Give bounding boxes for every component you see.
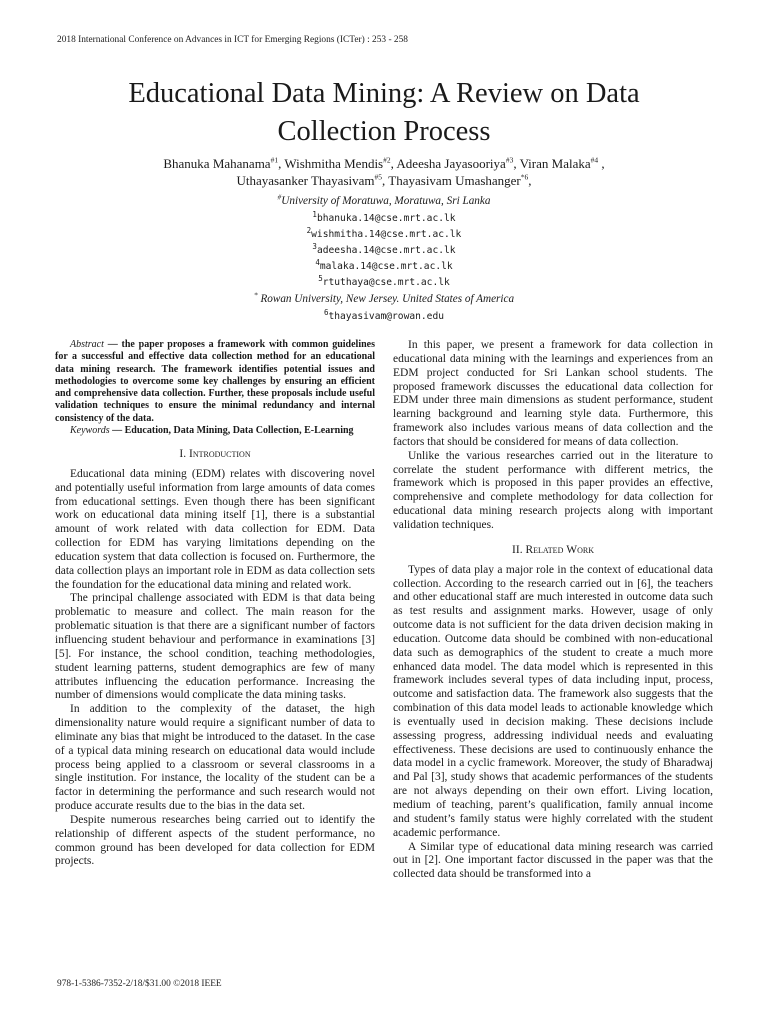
author: Thayasivam Umashanger$^{*6}$,	[388, 172, 532, 188]
title-line-1: Educational Data Mining: A Review on Data	[128, 78, 640, 109]
email-6: $^6$thayasivam@rowan.edu	[323, 307, 445, 322]
intro-paragraph: Educational data mining (EDM) relates with discovering novel and potentially useful information from large amounts of data comes from educational settings. Even though there has been significant work on educational data mining itself [1], there is a substantial amount of work related with data collection for EDM. Data collection for EDM has varying limitations depending on the education system that data collection is focused on. Furthermore, the data collection plays an important role in EDM as data collection sets the foundation for the educational data mining and related work.	[55, 467, 375, 591]
section-heading-related-work: II. Related Work	[512, 543, 594, 556]
author: Wishmitha Mendis$^{\#2}$,	[284, 155, 397, 171]
conference-header: 2018 International Conference on Advances in ICT for Emerging Regions (ICTer) : 253 - 258	[57, 35, 408, 45]
left-column	[55, 339, 375, 869]
intro-paragraph: In addition to the complexity of the dataset, the high dimensionality nature would require a significant number of data to eliminate any bias that might be introduced to the dataset. In the case of a typical data mining research on educational data would include process being applied to a classroom or several classrooms in a single institution. For instance, the locality of the student can be a factor in determining the performance and such research would not produce accurate results due to the bias in the data set.	[55, 703, 375, 813]
email-5: $^5$rtuthaya@cse.mrt.ac.lk	[318, 273, 450, 288]
intro-paragraph: Unlike the various researches carried out in the literature to correlate the student performance with different metrics, the framework which is proposed in this paper provides an effective, comprehensive and complete methodology for data collection for educational data mining research projects along with important validation techniques.	[393, 449, 713, 531]
section-heading-introduction: I. Introduction	[179, 448, 251, 460]
paper-title	[40, 75, 728, 151]
author: Bhanuka Mahanama$^{\#1}$,	[163, 155, 285, 171]
keywords: Keywords — Education, Data Mining, Data Collection, E-Learning	[70, 424, 354, 436]
author: Uthayasanker Thayasivam$^{\#5}$,	[236, 172, 389, 188]
email-2: $^2$wishmitha.14@cse.mrt.ac.lk	[306, 225, 462, 240]
right-column	[393, 339, 713, 882]
intro-paragraph: The principal challenge associated with EDM is that data being problematic to measure and collect. The main reason for the problematic situation is that there are a significant number of factors influencing student behaviour and performance in examinations [3] [5]. For instance, the school condition, teaching methodologies, student learning patterns, student demographics are few of many attributes influencing the education performance. Increasing the number of dimensions would complicate the data mining tasks.	[55, 592, 375, 702]
author-list	[40, 155, 728, 189]
email-1: $^1$bhanuka.14@cse.mrt.ac.lk	[312, 209, 456, 224]
author: Adeesha Jayasooriya$^{\#3}$,	[396, 155, 520, 171]
title-line-2: Collection Process	[277, 116, 491, 147]
related-paragraph: A Similar type of educational data mining research was carried out in [2]. One important factor discussed in the paper was that the collected data should be transformed into a	[393, 840, 713, 881]
affiliation-moratuwa: #University of Moratuwa, Moratuwa, Sri Lanka	[277, 192, 491, 207]
related-paragraph: Types of data play a major role in the context of educational data collection. According to the research carried out in [6], the teachers and other educational staff are much interested in outcome data such as test results and assignment marks. However, usage of only outcome data is not sufficient for the data driven decision making in education. Outcome data should be combined with non-educational data such as demographics of the student to create a much more enhanced data model. The data model which is represented in this framework includes several types of data including input, process, outcome and satisfaction data. The framework also suggests that the combination of this data model leads to actionable knowledge which is eventually used in decision making. These decisions include assessing progress, addressing individual needs and evaluating effectiveness. These decisions are used to continuously enhance the data model in a cyclic framework. Moreover, the study of Bharadwaj and Pal [3], study shows that academic performances of the students are not always depending on their own effort. Living location, medium of teaching, parent’s qualification, family annual income and student’s family status were highly correlated with the student academic performance.	[393, 563, 713, 839]
abstract: Abstract — the paper proposes a framework with common guidelines for a successful and effective data collection method for an educational data mining research. The framework identifies potential issues and methodologies to overcome some key challenges by ensuring an efficient and comprehensive data collection. Further, these proposals include useful validation techniques to ensure the minimal redundancy and internal consistency of the data.	[55, 339, 375, 424]
affiliation-rowan: * Rowan University, New Jersey. United States of America	[253, 290, 515, 305]
intro-paragraph: Despite numerous researches being carried out to identify the relationship of different aspects of the student performance, no common ground has been developed for data collection for EDM projects.	[55, 813, 375, 868]
isbn-footer: 978-1-5386-7352-2/18/$31.00 ©2018 IEEE	[57, 979, 222, 989]
email-4: $^4$malaka.14@cse.mrt.ac.lk	[315, 257, 453, 272]
intro-paragraph: In this paper, we present a framework for data collection in educational data mining with the learnings and experiences from an EDM project conducted for Sri Lankan school students. The proposed framework discusses the educational data collection for EDM under three main dimensions as student performance, student learning background and learning style data. Furthermore, this framework also includes various means of data collection and the factors that should be considered for means of data collection.	[393, 339, 713, 448]
email-3: $^3$adeesha.14@cse.mrt.ac.lk	[312, 241, 456, 256]
author: Viran Malaka$^{\#4}$ ,	[519, 155, 605, 171]
